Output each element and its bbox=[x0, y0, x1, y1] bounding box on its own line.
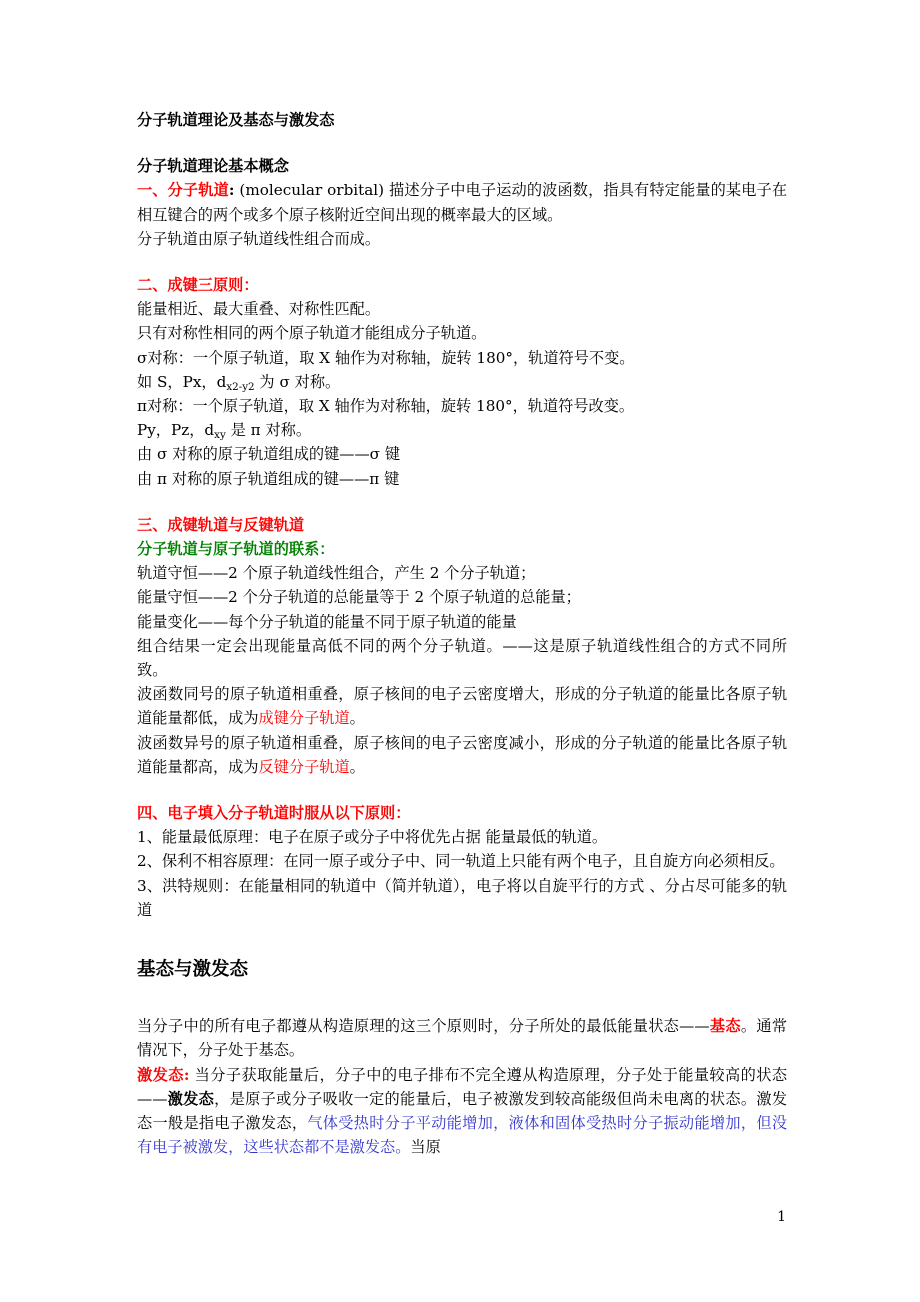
spacer bbox=[137, 779, 787, 801]
heading-basic-concepts: 分子轨道理论基本概念 bbox=[137, 157, 289, 176]
label-item-three: 三、成键轨道与反键轨道 bbox=[137, 515, 305, 534]
text-excited-black-1: 当分子获取能量后，分子中的电子排布不完全遵从构造原理，分子处于能量较高的状态—— bbox=[137, 1065, 788, 1108]
label-item-four: 四、电子填入分子轨道时服从以下原则： bbox=[137, 804, 411, 823]
spacer bbox=[137, 251, 787, 273]
text-item-one-line2: 分子轨道由原子轨道线性组合而成。 bbox=[137, 229, 380, 248]
text-item-two-line-1: 只有对称性相同的两个原子轨道才能组成分子轨道。 bbox=[137, 324, 487, 343]
text-sigma-examples bbox=[137, 370, 787, 394]
label-item-one-suffix: : bbox=[228, 181, 235, 200]
text-item-three-line-1: 能量守恒——2 个分子轨道的总能量等于 2 个原子轨道的总能量； bbox=[137, 588, 581, 607]
text-item-three-line-2: 能量变化——每个分子轨道的能量不同于原子轨道的能量 bbox=[137, 612, 517, 631]
text-bonding-pre: 波函数同号的原子轨道相重叠，原子核间的电子云密度增大，形成的分子轨道的能量比各原子轨道能量都低，成为 bbox=[137, 685, 787, 728]
text-bonding-orbital-term: 成键分子轨道 bbox=[258, 709, 350, 728]
subscript-x2-y2: x2-y2 bbox=[226, 380, 255, 393]
label-item-one: 一、分子轨道 bbox=[137, 181, 229, 200]
text-ground-pre: 当分子中的所有电子都遵从构造原理的这三个原则时，分子所处的最低能量状态—— bbox=[137, 1017, 710, 1036]
label-excited-state-suffix: : bbox=[183, 1065, 190, 1084]
subscript-xy: xy bbox=[214, 429, 226, 442]
text-excited-state-bold: 激发态 bbox=[167, 1089, 215, 1108]
text-ground-post: 。通常情况下，分子处于基态。 bbox=[137, 1017, 788, 1060]
text-pi-examples-pre: Py，Pz，d bbox=[137, 421, 215, 440]
text-pi-examples-post: 是 π 对称。 bbox=[225, 421, 312, 440]
spacer bbox=[137, 922, 787, 956]
spacer bbox=[137, 132, 787, 154]
paragraph-combination-result: 组合结果一定会出现能量高低不同的两个分子轨道。——这是原子轨道线性组合的方式不同所致。 bbox=[137, 636, 787, 680]
text-item-three-line-0: 轨道守恒——2 个原子轨道线性组合，产生 2 个分子轨道； bbox=[137, 564, 536, 583]
text-rule-lowest-energy: 1、能量最低原理：电子在原子或分子中将优先占据 能量最低的轨道。 bbox=[137, 828, 608, 847]
text-ground-state-term: 基态 bbox=[709, 1017, 741, 1036]
text-pi-bond: 由 π 对称的原子轨道组成的键——π 键 bbox=[137, 469, 400, 488]
text-pi-symmetry: π对称：一个原子轨道，取 X 轴作为对称轴，旋转 180°，轨道符号改变。 bbox=[137, 397, 635, 416]
spacer bbox=[137, 984, 787, 1014]
paragraph-bonding-orbital bbox=[137, 682, 787, 730]
sublabel-item-three: 分子轨道与原子轨道的联系： bbox=[137, 540, 335, 559]
label-excited-state-term: 激发态 bbox=[137, 1065, 184, 1084]
paragraph-antibonding-orbital bbox=[137, 731, 787, 779]
paragraph-molecular-orbital bbox=[137, 178, 787, 226]
text-item-one-body: (molecular orbital) 描述分子中电子运动的波函数，指具有特定能量的某电子在相互键合的两个或多个原子核附近空间出现的概率最大的区域。 bbox=[137, 181, 788, 224]
text-sigma-examples-post: 为 σ 对称。 bbox=[254, 372, 341, 391]
text-excited-black-3: 当原 bbox=[410, 1138, 441, 1157]
text-antibonding-pre: 波函数异号的原子轨道相重叠，原子核间的电子云密度减小，形成的分子轨道的能量比各原子轨道能量都高，成为 bbox=[137, 733, 787, 776]
text-item-two-line-0: 能量相近、最大重叠、对称性匹配。 bbox=[137, 300, 380, 319]
text-excited-black-2: ，是原子或分子吸收一定的能量后，电子被激发到较高能级但尚未电离的状态。激发态一般是指电子激发态， bbox=[137, 1089, 788, 1132]
text-sigma-symmetry: σ对称：一个原子轨道，取 X 轴作为对称轴，旋转 180°，轨道符号不变。 bbox=[137, 348, 635, 367]
text-bonding-post: 。 bbox=[349, 709, 365, 728]
text-sigma-examples-pre: 如 S，Px，d bbox=[137, 372, 227, 391]
document-body bbox=[137, 108, 787, 1159]
document-title: 分子轨道理论及基态与激发态 bbox=[137, 111, 335, 129]
text-sigma-bond: 由 σ 对称的原子轨道组成的键——σ 键 bbox=[137, 445, 401, 464]
text-rule-pauli: 2、保利不相容原理：在同一原子或分子中、同一轨道上只能有两个电子，且自旋方向必须相反。 bbox=[137, 852, 785, 871]
page-number: 1 bbox=[777, 1209, 786, 1225]
spacer bbox=[137, 491, 787, 513]
text-antibonding-orbital-term: 反键分子轨道 bbox=[258, 757, 350, 776]
text-excited-blue-note: 气体受热时分子平动能增加，液体和固体受热时分子振动能增加，但没有电子被激发，这些状态都不是激发态。 bbox=[137, 1113, 788, 1157]
text-rule-hund: 3、洪特规则：在能量相同的轨道中（简并轨道），电子将以自旋平行的方式 、分占尽可能多的轨道 bbox=[137, 876, 787, 919]
paragraph-ground-state bbox=[137, 1014, 787, 1062]
text-antibonding-post: 。 bbox=[349, 757, 365, 776]
label-item-two: 二、成键三原则： bbox=[137, 276, 259, 295]
text-pi-examples bbox=[137, 418, 787, 442]
paragraph-excited-state bbox=[137, 1063, 787, 1160]
heading-ground-excited-states: 基态与激发态 bbox=[137, 959, 249, 981]
